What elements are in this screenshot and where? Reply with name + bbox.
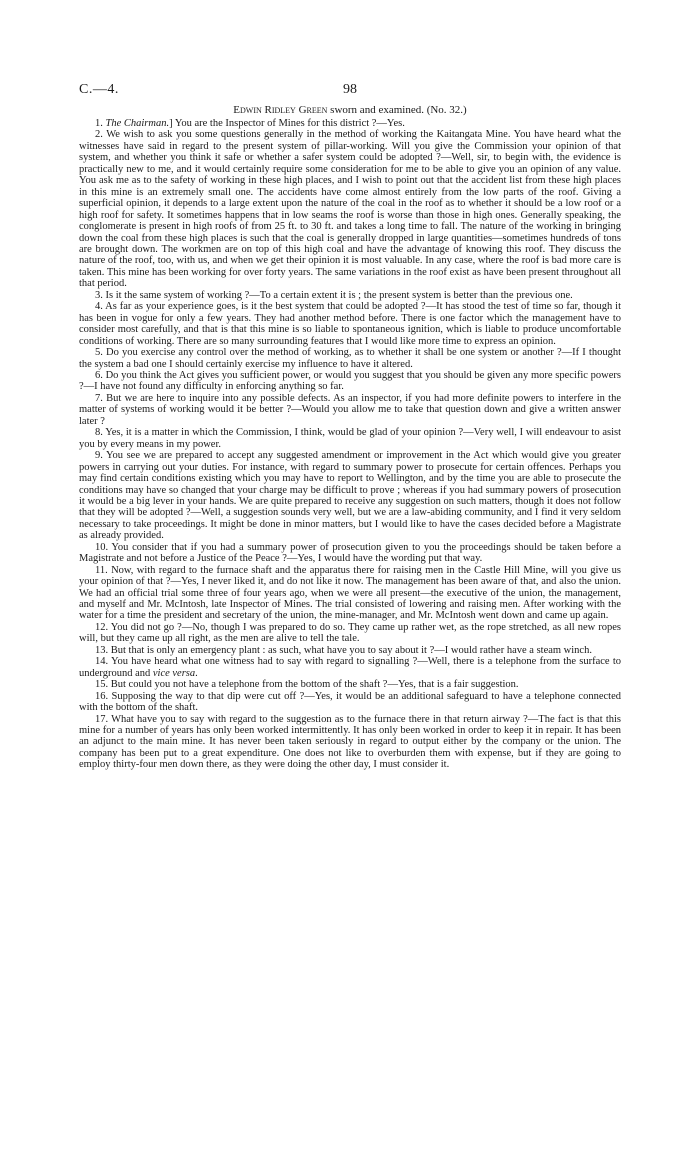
- document-reference: C.—4.: [79, 82, 119, 97]
- paragraph-9: 9. You see we are prepared to accept any suggested amendment or improvement in the Act which would give you greater powers in carrying out your duties. For instance, with regard to summary power to prosecute for certain offences. Perhaps you may find certain conditions existing which you may have to report to Wellington, and by the time you are able to prosecute the conditions may have so changed that your charge may be difficult to prove ; whereas if you had summary powers of prosecution it would be a big lever in your hands. We are quite prepared to receive any suggestion on such matters, though it does not follow that they will be adopted ?—Well, a suggestion sounds very well, but we are a law-abiding community, and I find it very seldom necessary to take proceedings. It might be done in minor matters, but I would like to have the cases decided before a Magistrate as already provided.: [79, 450, 621, 542]
- paragraph-7: 7. But we are here to inquire into any possible defects. As an inspector, if you had more definite powers to interfere in the matter of systems of working would it be better ?—Would you allow me to take that question down and give a written answer later ?: [79, 392, 621, 427]
- witness-heading: [79, 104, 621, 116]
- paragraph-5: 5. Do you exercise any control over the method of working, as to whether it shall be one system or another ?—If I thought the system a bad one I should certainly exercise my influence to have it altered.: [79, 347, 621, 370]
- witness-name: Edwin Ridley Green: [233, 104, 328, 116]
- paragraph-17: 17. What have you to say with regard to the suggestion as to the furnace there in that return airway ?—The fact is that this mine for a number of years has only been worked intermittently. It has only been worked in order to keep it in repair. It has been an adjunct to the main mine. It has never been taken seriously in regard to output either by the company or the union. The company has been put to a great expenditure. One does not like to overburden them with expense, but if they are going to employ thirty-four men down there, as they were doing the other day, I must consider it.: [79, 713, 621, 771]
- paragraph-15: 15. But could you not have a telephone from the bottom of the shaft ?—Yes, that is a fair suggestion.: [95, 679, 519, 691]
- paragraph-6: 6. Do you think the Act gives you sufficient power, or would you suggest that you should be given any more specific powers ?—I have not found any difficulty in enforcing anything so far.: [79, 369, 621, 393]
- page-number: 98: [343, 82, 357, 97]
- paragraph-2: 2. We wish to ask you some questions generally in the method of working the Kaitangata Mine. You have heard what the witnesses have said in regard to the present system of pillar-working. Will you give the Commission your opinion of that system, and whether you think it safe or whether a safer system could be adopted ?—Well, sir, to begin with, the evidence is practically new to me, and it would certainly require some consideration for me to be able to give you an opinion of any value. You ask me as to the safety of working in these high places, and I wish to point out that the accident list from these high places in this mine is an extremely small one. The accidents have come almost entirely from the low parts of the roof. Giving a superficial opinion, it depends to a large extent upon the nature of the coal in the roof as to whether it should be a low roof or a high roof for safety. It sometimes happens that in low seams the roof is worse than those in high ones. Generally speaking, the conglomerate is present in high roofs of from 25 ft. to 30 ft. and takes a long time to fall. The nature of the working in bringing down the coal from these high places is such that the coal is generally dropped in large quantities—sometimes hundreds of tons are brought down. The workmen are on top of this high coal and have the advantage of knowing this roof. They discuss the nature of the roof, too, with us, and when we get their opinion it is most valuable. In any case, where the roof is bad more care is taken. This mine has been working for over forty years. The same variations in the roof exist as have been present throughout all that period.: [79, 129, 621, 290]
- paragraph-4: 4. As far as your experience goes, is it the best system that could be adopted ?—It has stood the test of time so far, though it has been in vogue for only a few years. They had another method before. There is one factor which the management have to consider most carefully, and that is that this mine is so liable to spontaneous ignition, which is liable to produce uncomfortable conditions of working. There are so many surrounding features that I would like more time to express an opinion.: [79, 301, 621, 347]
- paragraph-8: 8. Yes, it is a matter in which the Commission, I think, would be glad of your opinion ?—Very well, I will endeavour to asist you by every means in my power.: [79, 427, 621, 450]
- paragraph-11: 11. Now, with regard to the furnace shaft and the apparatus there for raising men in the Castle Hill Mine, will you give us your opinion of that ?—Yes, I never liked it, and do not like it now. The management has been aware of that, and also the union. We had an official trial some three of four years ago, when we were all present—the executive of the union, the management, and myself and Mr. McIntosh, late Inspector of Mines. The trial consisted of lowering and raising men. After working with the water for a time the president and secretary of the union, the mine-manager, and Mr. McIntosh went down and came up again.: [79, 564, 621, 622]
- paragraph-10: 10. You consider that if you had a summary power of prosecution given to you the proceedings should be taken before a Magistrate and not before a Justice of the Peace ?—Yes, I would have the wording put that way.: [79, 541, 621, 565]
- paragraph-1: 1. The Chairman.] You are the Inspector of Mines for this district ?—Yes.: [95, 118, 405, 129]
- paragraph-16: 16. Supposing the way to that dip were cut off ?—Yes, it would be an additional safeguard to have a telephone connected with the bottom of the shaft.: [79, 690, 621, 714]
- transcript-body: [79, 118, 621, 771]
- paragraph-13: 13. But that is only an emergency plant : as such, what have you to say about it ?—I would rather have a steam winch.: [95, 644, 592, 656]
- paragraph-12: 12. You did not go ?—No, though I was prepared to do so. They came up rather wet, as the rope stretched, as all new ropes will, but they came up all right, as the men are alive to tell the tale.: [79, 621, 621, 645]
- page-header: [79, 82, 621, 100]
- paragraph-3: 3. Is it the same system of working ?—To a certain extent it is ; the present system is better than the previous one.: [95, 289, 573, 301]
- paragraph-14: 14. You have heard what one witness had to say with regard to signalling ?—Well, there is a telephone from the surface to underground and vice versa.: [79, 656, 621, 679]
- witness-status: sworn and examined. (No. 32.): [330, 104, 467, 116]
- speaker-label: The Chairman.: [105, 118, 170, 129]
